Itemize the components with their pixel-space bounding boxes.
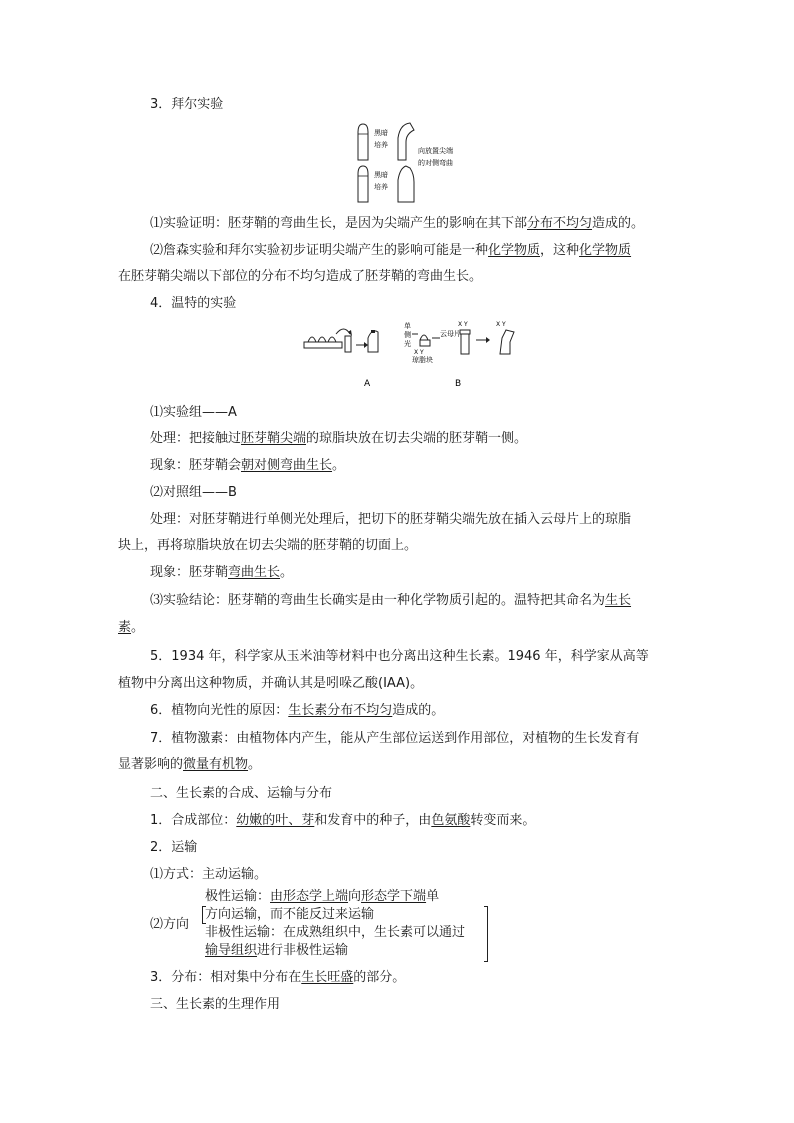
section-3-heading: 3．拜尔实验	[150, 97, 224, 112]
svg-text:黑暗: 黑暗	[374, 129, 388, 137]
bayer-experiment-figure	[348, 120, 498, 205]
svg-text:的对侧弯曲: 的对侧弯曲	[418, 159, 453, 167]
svg-text:侧: 侧	[404, 331, 411, 339]
svg-text:X Y: X Y	[414, 349, 424, 356]
conclusion-1: ⑶实验结论：胚芽鞘的弯曲生长确实是由一种化学物质引起的。温特把其命名为生长	[150, 593, 632, 608]
s3-p1: ⑴实验证明：胚芽鞘的弯曲生长，是因为尖端产生的影响在其下部分布不均匀造成的。	[150, 216, 645, 231]
nonpolar-transport-2: 输导组织进行非极性运输	[205, 943, 349, 958]
part2-heading: 二、生长素的合成、运输与分布	[150, 786, 333, 801]
svg-text:培养: 培养	[374, 141, 388, 149]
s5-line1: 5．1934 年，科学家从玉米油等材料中也分离出这种生长素。1946 年，科学家从高等	[150, 649, 649, 664]
ctrl-group: ⑵对照组——B	[150, 485, 237, 500]
distribution: 3．分布：相对集中分布在生长旺盛的部分。	[150, 970, 406, 985]
s7-line2: 显著影响的微量有机物。	[118, 757, 262, 772]
s3-p2: ⑵詹森实验和拜尔实验初步证明尖端产生的影响可能是一种化学物质，这种化学物质	[150, 243, 632, 258]
went-experiment-figure	[300, 320, 530, 390]
transport-mode: ⑴方式：主动运输。	[150, 867, 268, 882]
exp-treatment: 处理：把接触过胚芽鞘尖端的琼脂块放在切去尖端的胚芽鞘一侧。	[150, 431, 528, 446]
part3-heading: 三、生长素的生理作用	[150, 997, 281, 1012]
ctrl-treatment-2: 块上，再将琼脂块放在切去尖端的胚芽鞘的切面上。	[118, 538, 418, 553]
polar-transport-2: 方向运输，而不能反过来运输	[205, 907, 375, 922]
nonpolar-transport: 非极性运输：在成熟组织中，生长素可以通过	[205, 925, 466, 940]
svg-text:琼脂块: 琼脂块	[412, 356, 433, 364]
synthesis-site: 1．合成部位：幼嫩的叶、芽和发育中的种子，由色氨酸转变而来。	[150, 813, 536, 828]
direction-label: ⑵方向	[150, 917, 190, 932]
transport-heading: 2．运输	[150, 840, 198, 855]
svg-text:B: B	[455, 379, 462, 389]
svg-text:向放置尖端: 向放置尖端	[418, 147, 453, 155]
svg-text:光: 光	[404, 340, 411, 348]
ctrl-phenomenon: 现象：胚芽鞘弯曲生长。	[150, 565, 294, 580]
exp-phenomenon: 现象：胚芽鞘会朝对侧弯曲生长。	[150, 458, 346, 473]
svg-text:培养: 培养	[374, 183, 388, 191]
conclusion-2: 素。	[118, 620, 145, 635]
right-brace	[484, 906, 488, 962]
s7-line1: 7．植物激素：由植物体内产生，能从产生部位运送到作用部位，对植物的生长发育有	[150, 731, 640, 746]
s6: 6．植物向光性的原因：生长素分布不均匀造成的。	[150, 703, 445, 718]
svg-text:黑暗: 黑暗	[374, 171, 388, 179]
svg-text:云母片: 云母片	[440, 330, 461, 338]
s5-line2: 植物中分离出这种物质，并确认其是吲哚乙酸(IAA)。	[118, 676, 424, 691]
s3-p2-cont: 在胚芽鞘尖端以下部位的分布不均匀造成了胚芽鞘的弯曲生长。	[118, 269, 483, 284]
section-4-heading: 4．温特的实验	[150, 296, 237, 311]
ctrl-treatment-1: 处理：对胚芽鞘进行单侧光处理后，把切下的胚芽鞘尖端先放在插入云母片上的琼脂	[150, 512, 632, 527]
polar-transport: 极性运输：由形态学上端向形态学下端单	[205, 889, 440, 904]
svg-text:单: 单	[404, 322, 411, 330]
svg-text:X Y: X Y	[496, 321, 506, 328]
exp-group: ⑴实验组——A	[150, 405, 237, 420]
svg-text:A: A	[364, 379, 371, 389]
svg-text:X Y: X Y	[458, 321, 468, 328]
